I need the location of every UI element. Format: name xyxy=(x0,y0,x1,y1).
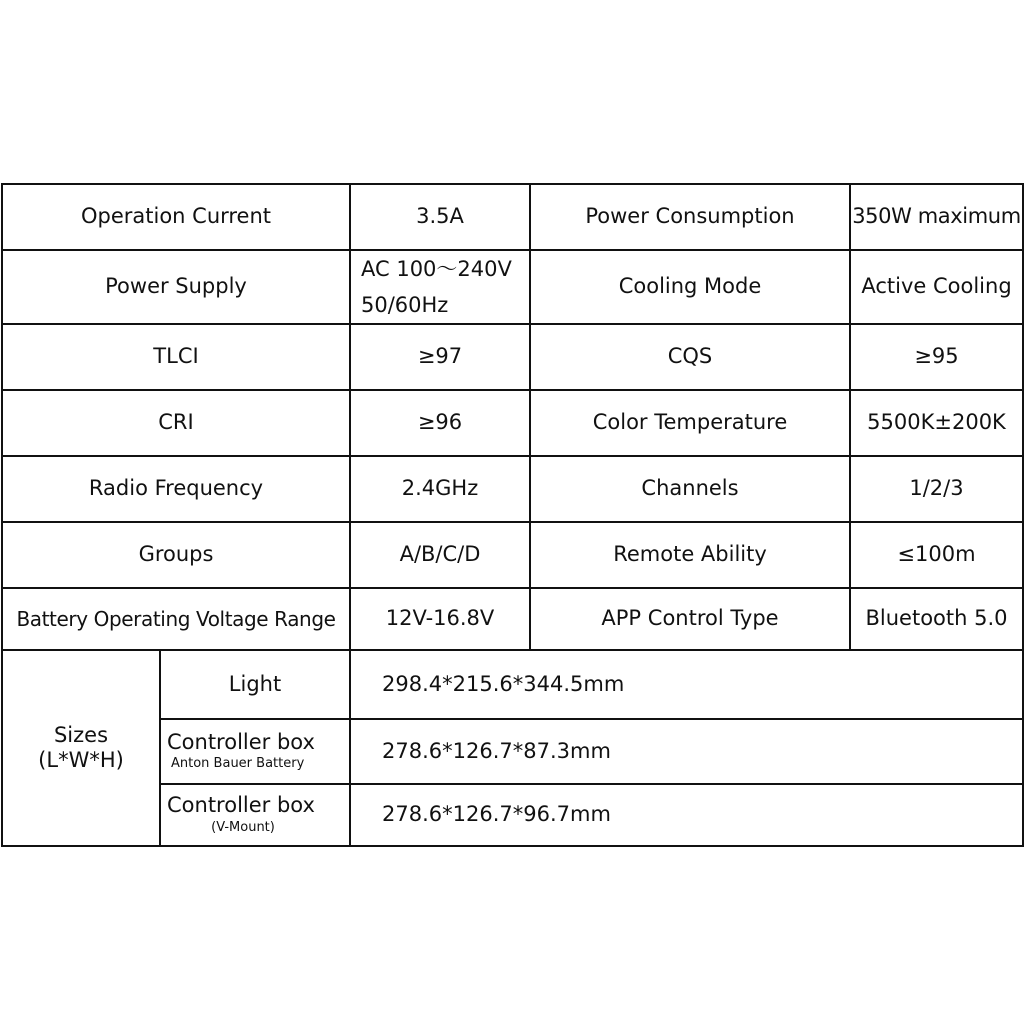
spec-label: TLCI xyxy=(2,324,350,390)
spec-value xyxy=(350,250,530,324)
table-row xyxy=(2,324,1023,390)
spec-value: 350W maximum xyxy=(850,184,1023,250)
spec-value-line: 50/60Hz xyxy=(361,293,449,317)
spec-value-line: AC 100～240V xyxy=(361,257,512,281)
spec-value: Bluetooth 5.0 xyxy=(850,588,1023,650)
spec-value: 5500K±200K xyxy=(850,390,1023,456)
size-item-sub: Anton Bauer Battery xyxy=(171,756,305,771)
spec-label: Power Supply xyxy=(2,250,350,324)
spec-label: APP Control Type xyxy=(530,588,850,650)
spec-value: ≥97 xyxy=(350,324,530,390)
spec-label: Color Temperature xyxy=(530,390,850,456)
table-row xyxy=(2,184,1023,250)
table-row xyxy=(2,390,1023,456)
spec-label: Cooling Mode xyxy=(530,250,850,324)
spec-value: Active Cooling xyxy=(850,250,1023,324)
spec-value: 2.4GHz xyxy=(350,456,530,522)
spec-value: A/B/C/D xyxy=(350,522,530,588)
spec-label: CQS xyxy=(530,324,850,390)
size-item-sub: (V-Mount) xyxy=(211,819,275,835)
sizes-label-line: Sizes xyxy=(53,722,109,747)
table-row xyxy=(2,456,1023,522)
spec-value: 1/2/3 xyxy=(850,456,1023,522)
sizes-label-line: (L*W*H) xyxy=(38,748,124,772)
spec-label: CRI xyxy=(2,390,350,456)
size-item-name: Light xyxy=(160,650,350,719)
spec-label: Remote Ability xyxy=(530,522,850,588)
spec-label: Channels xyxy=(530,456,850,522)
spec-value: ≤100m xyxy=(850,522,1023,588)
spec-label: Operation Current xyxy=(2,184,350,250)
size-item-value: 298.4*215.6*344.5mm xyxy=(350,650,1023,719)
spec-label: Power Consumption xyxy=(530,184,850,250)
size-item-title: Controller box xyxy=(167,729,315,754)
table-row xyxy=(2,250,1023,324)
spec-value: ≥96 xyxy=(350,390,530,456)
spec-value: ≥95 xyxy=(850,324,1023,390)
spec-table xyxy=(1,183,1024,847)
spec-label: Radio Frequency xyxy=(2,456,350,522)
spec-label: Groups xyxy=(2,522,350,588)
table-row xyxy=(2,650,1023,719)
table-row xyxy=(2,522,1023,588)
size-item-title: Controller box xyxy=(167,793,315,818)
table-row xyxy=(2,588,1023,650)
spec-value: 3.5A xyxy=(350,184,530,250)
sizes-label xyxy=(2,650,160,846)
size-item-name xyxy=(160,719,350,784)
size-item-value: 278.6*126.7*96.7mm xyxy=(350,784,1023,846)
size-item-name xyxy=(160,784,350,846)
spec-label: Battery Operating Voltage Range xyxy=(2,588,350,650)
spec-value: 12V-16.8V xyxy=(350,588,530,650)
size-item-value: 278.6*126.7*87.3mm xyxy=(350,719,1023,784)
